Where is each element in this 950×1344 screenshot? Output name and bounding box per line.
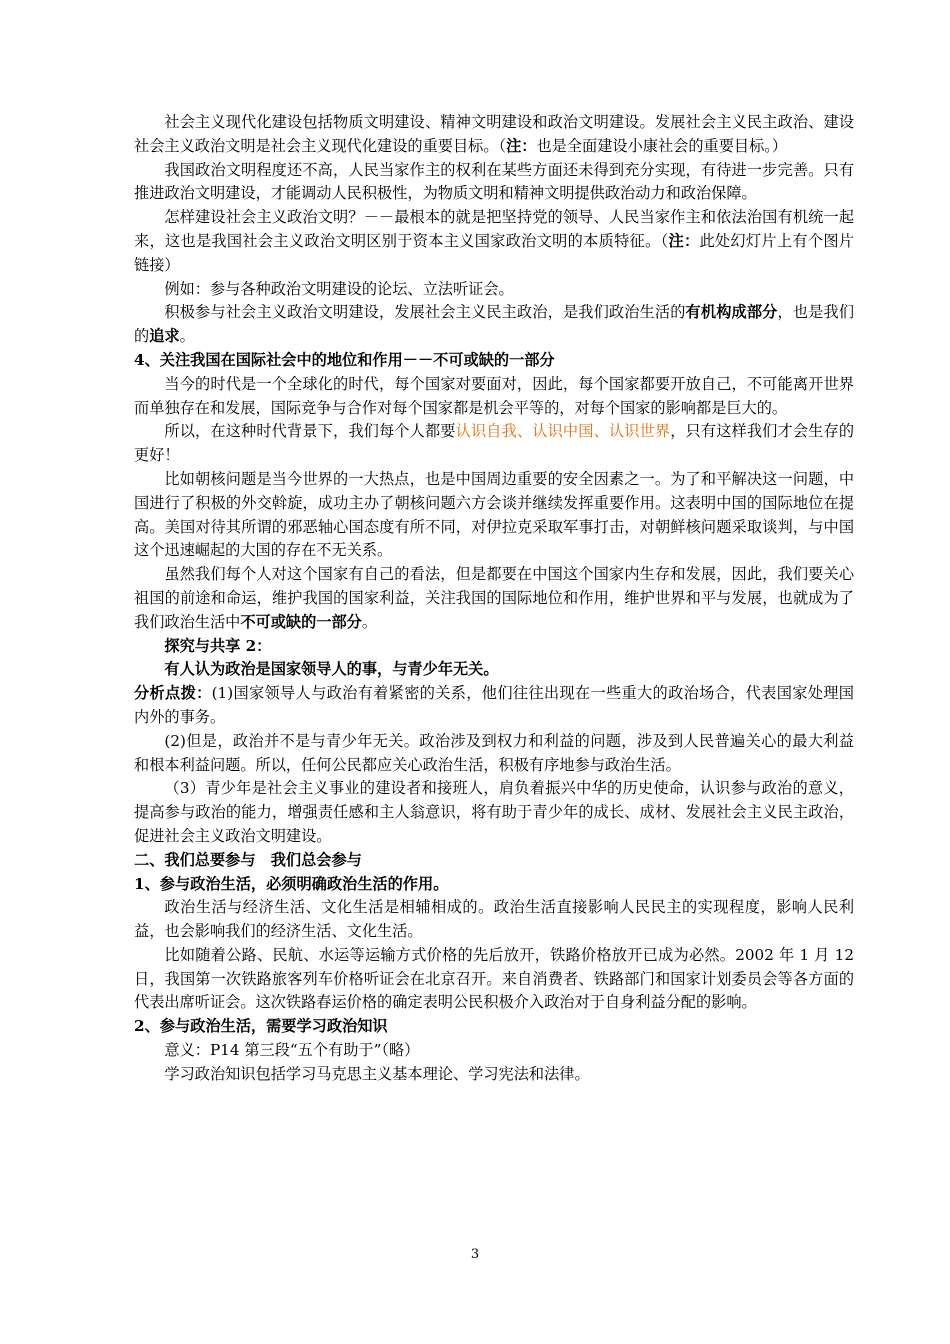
paragraph: 社会主义现代化建设包括物质文明建设、精神文明建设和政治文明建设。发展社会主义民主政治、建设社会主义政治文明是社会主义现代化建设的重要目标。（注：也是全面建设小康社会的重要目标。） [134, 113, 854, 155]
paragraph: 当今的时代是一个全球化的时代，每个国家对要面对，因此，每个国家都要开放自己，不可能离开世界而单独存在和发展，国际竞争与合作对每个国家都是机会平等的，对每个国家的影响都是巨大的。 [134, 374, 854, 417]
document-body [134, 111, 854, 1087]
analysis-paragraph: (2)但是，政治并不是与青少年无关。政治涉及到权力和利益的问题，涉及到人民普遍关心的最大利益和根本利益问题。所以，任何公民都应关心政治生活，积极有序地参与政治生活。 [134, 731, 854, 774]
paragraph: 虽然我们每个人对这个国家有自己的看法，但是都要在中国这个国家内生存和发展，因此，我们要关心祖国的前途和命运，维护我国的国家利益，关注我国的国际地位和作用，维护世界和平与发展，也就成为了我们政治生活中不可或缺的一部分。 [134, 565, 854, 631]
analysis-paragraph: 分析点拨：(1)国家领导人与政治有着紧密的关系，他们往往出现在一些重大的政治场合，代表国家处理国内外的事务。 [134, 684, 854, 726]
paragraph: 学习政治知识包括学习马克思主义基本理论、学习宪法和法律。 [164, 1064, 590, 1083]
explore-question: 有人认为政治是国家领导人的事，与青少年无关。 [164, 660, 499, 679]
section-heading: 4、关注我国在国际社会中的地位和作用－－不可或缺的一部分 [134, 350, 555, 369]
paragraph: 意义：P14 第三段“五个有助于”（略） [164, 1041, 420, 1060]
paragraph: 比如朝核问题是当今世界的一大热点，也是中国周边重要的安全因素之一。为了和平解决这一问题，中国进行了积极的外交斡旋，成功主办了朝核问题六方会谈并继续发挥重要作用。这表明中国的国际地位在提高。美国对待其所谓的邪恶轴心国态度有所不同，对伊拉克采取军事打击，对朝鲜核问题采取谈判，与中国这个迅速崛起的大国的存在不无关系。 [134, 469, 854, 560]
subsection-heading: 1、参与政治生活，必须明确政治生活的作用。 [134, 874, 449, 893]
paragraph: 政治生活与经济生活、文化生活是相辅相成的。政治生活直接影响人民民主的实现程度，影响人民利益，也会影响我们的经济生活、文化生活。 [134, 898, 854, 941]
explore-title: 探究与共享 2： [164, 636, 272, 655]
highlighted-text: 认识自我、认识中国、认识世界 [455, 422, 671, 441]
paragraph: 比如随着公路、民航、水运等运输方式价格的先后放开，铁路价格放开已成为必然。2002 年 1 月 12 日，我国第一次铁路旅客列车价格听证会在北京召开。来自消费者、铁路部门和国家计划委员会等各方面的代表出席听证会。这次铁路春运价格的确定表明公民积极介入政治对于自身利益分配的影响。 [134, 945, 854, 1012]
page-number: 3 [470, 1247, 480, 1262]
paragraph: 积极参与社会主义政治文明建设，发展社会主义民主政治，是我们政治生活的有机构成部分，也是我们的追求。 [134, 303, 855, 346]
section-heading: 二、我们总要参与 我们总会参与 [134, 850, 362, 869]
paragraph: 怎样建设社会主义政治文明？－－最根本的就是把坚持党的领导、人民当家作主和依法治国有机统一起来，这也是我国社会主义政治文明区别于资本主义国家政治文明的本质特征。（注：此处幻灯片上有个图片链接） [134, 208, 855, 274]
subsection-heading: 2、参与政治生活，需要学习政治知识 [134, 1017, 388, 1036]
paragraph: 例如：参与各种政治文明建设的论坛、立法听证会。 [164, 279, 514, 298]
paragraph: 我国政治文明程度还不高，人民当家作主的权利在某些方面还未得到充分实现，有待进一步完善。只有推进政治文明建设，才能调动人民积极性，为物质文明和精神文明提供政治动力和政治保障。 [134, 160, 854, 203]
analysis-paragraph: （3）青少年是社会主义事业的建设者和接班人，肩负着振兴中华的历史使命，认识参与政治的意义，提高参与政治的能力，增强责任感和主人翁意识，将有助于青少年的成长、成材、发展社会主义民主政治，促进社会主义政治文明建设。 [134, 779, 854, 845]
paragraph: 所以，在这种时代背景下，我们每个人都要认识自我、认识中国、认识世界，只有这样我们才会生存的更好！ [134, 422, 855, 465]
